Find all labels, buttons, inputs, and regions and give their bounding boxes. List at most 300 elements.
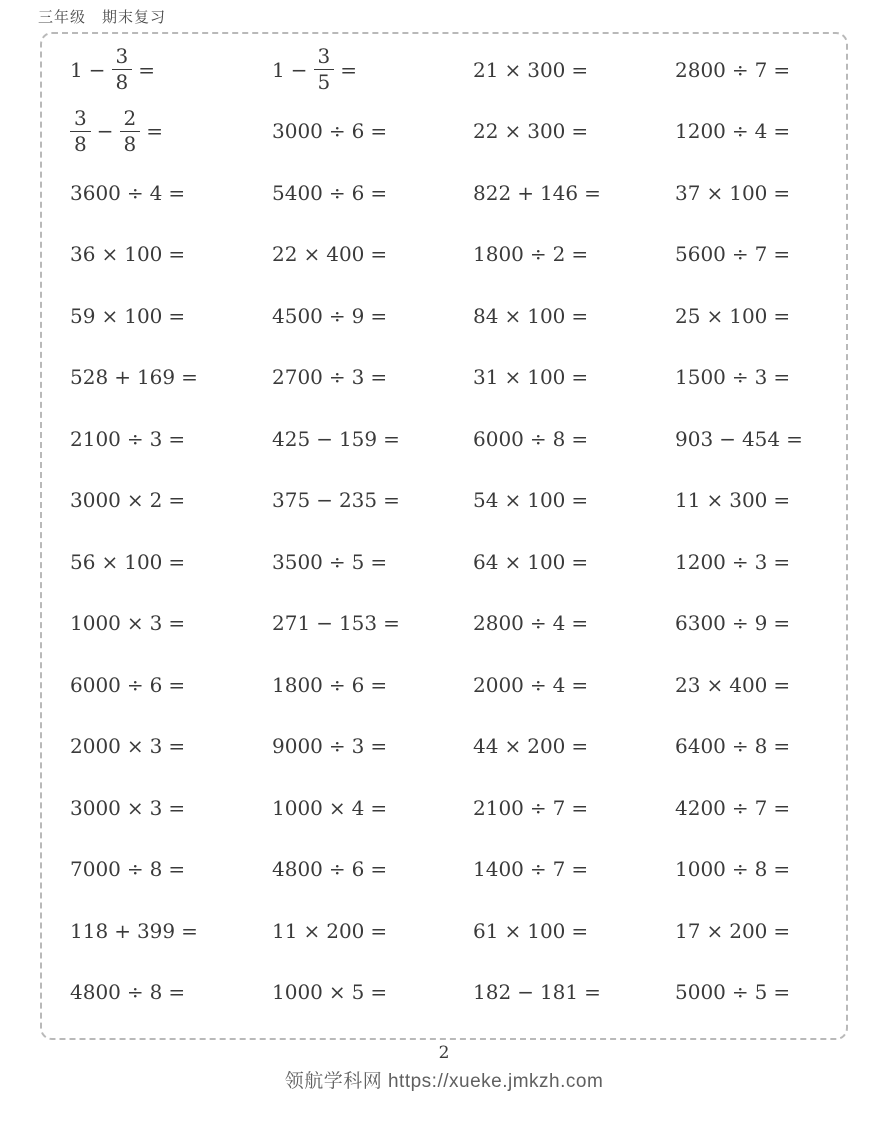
math-token: 3 (149, 795, 163, 820)
problem (269, 654, 470, 716)
math-token: − (719, 426, 736, 451)
math-token: = (773, 795, 791, 820)
math-token: 5000 (675, 980, 726, 1005)
problem (672, 716, 846, 778)
problem (470, 470, 672, 532)
math-token: 2100 (473, 795, 524, 820)
math-token: × (303, 918, 321, 943)
math-token: = (383, 426, 400, 451)
math-token: 64 (473, 549, 499, 574)
math-token: = (383, 488, 400, 513)
problem (672, 408, 846, 470)
math-token: ÷ (731, 611, 749, 636)
problem (269, 162, 470, 224)
problem (67, 777, 269, 839)
math-token: 3500 (272, 549, 323, 574)
math-token: ÷ (126, 426, 144, 451)
math-token: × (504, 57, 522, 82)
math-token: × (126, 488, 144, 513)
problem (470, 900, 672, 962)
math-token: 7 (552, 795, 566, 820)
math-token: 169 (136, 365, 176, 390)
math-token: = (773, 57, 791, 82)
math-token: 1 (70, 57, 83, 82)
math-token: = (168, 857, 186, 882)
math-token: = (146, 119, 163, 144)
math-token: ÷ (328, 180, 346, 205)
problem (672, 470, 846, 532)
math-token: 235 (338, 488, 378, 513)
site-credit: 领航学科网 https://xueke.jmkzh.com (284, 1071, 604, 1092)
math-token: 1400 (473, 857, 524, 882)
math-token: = (571, 918, 589, 943)
math-token: − (316, 611, 333, 636)
math-token: ÷ (731, 119, 749, 144)
math-token: ÷ (731, 549, 749, 574)
math-token: 300 (527, 119, 566, 144)
problem (269, 962, 470, 1024)
math-token: ÷ (529, 857, 547, 882)
math-token: = (168, 242, 186, 267)
math-token: = (168, 180, 186, 205)
math-token: 200 (326, 918, 365, 943)
math-token: = (370, 795, 388, 820)
problem (470, 101, 672, 163)
math-token: 1500 (675, 365, 726, 390)
math-token: = (773, 734, 791, 759)
math-token: 61 (473, 918, 499, 943)
math-token: − (290, 57, 308, 82)
math-token: 822 (473, 180, 512, 205)
math-token: 1200 (675, 119, 726, 144)
math-token: 200 (729, 918, 768, 943)
math-token: 2 (149, 488, 163, 513)
math-token: 100 (124, 549, 163, 574)
math-token: 6 (351, 672, 365, 697)
math-token: 1000 (272, 795, 323, 820)
problem (269, 531, 470, 593)
math-token: 425 (272, 426, 311, 451)
math-token: = (370, 303, 388, 328)
problem (269, 408, 470, 470)
math-token: 3000 (70, 795, 121, 820)
math-token: 17 (675, 918, 701, 943)
math-token: 8 (149, 980, 163, 1005)
problem (470, 285, 672, 347)
math-token: 56 (70, 549, 96, 574)
math-token: 3 (149, 734, 163, 759)
math-token: 100 (527, 549, 566, 574)
math-token: = (181, 918, 198, 943)
problem (67, 470, 269, 532)
math-token: 454 (741, 426, 781, 451)
math-token: × (328, 980, 346, 1005)
problem (470, 531, 672, 593)
problem (470, 839, 672, 901)
math-token: ÷ (529, 611, 547, 636)
math-token: = (571, 672, 589, 697)
math-token: 1000 (272, 980, 323, 1005)
math-token: 153 (338, 611, 378, 636)
math-token: − (316, 426, 333, 451)
problem (269, 593, 470, 655)
math-token: × (504, 918, 522, 943)
math-token: × (328, 795, 346, 820)
math-token: 4800 (272, 857, 323, 882)
math-token: 4200 (675, 795, 726, 820)
math-token: 2800 (473, 611, 524, 636)
fraction: $\frac{3}{8}$ (112, 46, 133, 93)
problem (470, 716, 672, 778)
math-token: − (517, 980, 534, 1005)
fraction: $\frac{2}{8}$ (120, 108, 141, 155)
math-token: = (773, 918, 791, 943)
math-token: = (773, 980, 791, 1005)
math-token: 399 (136, 918, 176, 943)
problem (269, 224, 470, 286)
math-token: = (571, 795, 589, 820)
math-token: 5400 (272, 180, 323, 205)
math-token: × (303, 242, 321, 267)
math-token: 2700 (272, 365, 323, 390)
math-token: 4500 (272, 303, 323, 328)
problem (67, 716, 269, 778)
math-token: × (101, 242, 119, 267)
problem (67, 39, 269, 101)
problem (672, 900, 846, 962)
math-token: 1800 (272, 672, 323, 697)
math-token: × (504, 365, 522, 390)
problem (672, 531, 846, 593)
problem (269, 347, 470, 409)
math-token: = (571, 303, 589, 328)
math-token: ÷ (731, 57, 749, 82)
math-token: = (773, 242, 791, 267)
math-token: 9000 (272, 734, 323, 759)
math-token: = (168, 980, 186, 1005)
math-token: = (773, 180, 791, 205)
problem (67, 531, 269, 593)
math-token: 7 (552, 857, 566, 882)
problem (672, 285, 846, 347)
math-token: 54 (473, 488, 499, 513)
math-token: 903 (675, 426, 714, 451)
math-token: 100 (729, 180, 768, 205)
math-token: × (706, 180, 724, 205)
math-token: × (706, 303, 724, 328)
math-token: = (773, 488, 791, 513)
problem (67, 839, 269, 901)
math-token: = (340, 57, 357, 82)
problem (269, 900, 470, 962)
problem (470, 593, 672, 655)
math-token: 1000 (675, 857, 726, 882)
math-token: = (786, 426, 803, 451)
math-token: = (571, 426, 589, 451)
math-token: ÷ (529, 242, 547, 267)
math-token: 31 (473, 365, 499, 390)
math-token: 3 (754, 365, 768, 390)
math-token: 1000 (70, 611, 121, 636)
math-token: 8 (149, 857, 163, 882)
problem (67, 593, 269, 655)
math-token: = (370, 119, 388, 144)
math-token: 4 (754, 119, 768, 144)
math-token: + (114, 365, 131, 390)
math-token: 200 (527, 734, 566, 759)
math-token: 100 (729, 303, 768, 328)
math-token: 100 (124, 303, 163, 328)
math-token: ÷ (529, 795, 547, 820)
math-token: 1 (272, 57, 285, 82)
math-token: 36 (70, 242, 96, 267)
math-token: 4800 (70, 980, 121, 1005)
math-token: = (168, 734, 186, 759)
math-token: 6300 (675, 611, 726, 636)
fraction: $\frac{3}{5}$ (314, 46, 335, 93)
problem (269, 839, 470, 901)
math-token: 3000 (70, 488, 121, 513)
math-token: 6000 (70, 672, 121, 697)
math-token: 4 (149, 180, 163, 205)
math-token: 4 (351, 795, 365, 820)
page-number: 2 (438, 1043, 450, 1063)
math-token: = (571, 549, 589, 574)
problem (67, 162, 269, 224)
math-token: 182 (473, 980, 512, 1005)
math-token: = (773, 857, 791, 882)
math-token: × (126, 611, 144, 636)
math-token: 6 (351, 180, 365, 205)
math-token: 22 (272, 242, 298, 267)
math-token: 271 (272, 611, 311, 636)
math-token: 7 (754, 795, 768, 820)
problem (672, 962, 846, 1024)
page-title: 三年级 期末复习 (38, 9, 167, 26)
math-token: = (370, 980, 388, 1005)
math-token: 3 (149, 426, 163, 451)
math-token: = (168, 549, 186, 574)
math-token: 100 (527, 488, 566, 513)
problem (672, 777, 846, 839)
math-token: 4 (552, 672, 566, 697)
math-token: = (571, 611, 589, 636)
math-token: = (168, 795, 186, 820)
problem (470, 224, 672, 286)
math-token: 4 (552, 611, 566, 636)
math-token: 528 (70, 365, 109, 390)
problem (67, 408, 269, 470)
math-token: 181 (539, 980, 579, 1005)
math-token: ÷ (529, 672, 547, 697)
math-token: 21 (473, 57, 499, 82)
problem (470, 654, 672, 716)
math-token: − (96, 119, 114, 144)
math-token: 118 (70, 918, 109, 943)
math-token: 400 (326, 242, 365, 267)
math-token: × (126, 795, 144, 820)
math-token: = (584, 980, 601, 1005)
math-token: 11 (272, 918, 298, 943)
math-token: = (773, 365, 791, 390)
math-token: = (370, 549, 388, 574)
math-token: × (504, 549, 522, 574)
math-token: = (571, 57, 589, 82)
problem (67, 101, 269, 163)
math-token: 5 (351, 549, 365, 574)
problem (672, 839, 846, 901)
math-token: = (584, 180, 601, 205)
math-token: × (101, 549, 119, 574)
math-token: 6 (351, 857, 365, 882)
math-token: ÷ (328, 303, 346, 328)
math-token: = (773, 549, 791, 574)
math-token: 44 (473, 734, 499, 759)
math-token: 2000 (70, 734, 121, 759)
math-token: = (571, 488, 589, 513)
problem (672, 593, 846, 655)
math-token: × (706, 672, 724, 697)
math-token: × (504, 303, 522, 328)
math-token: = (571, 734, 589, 759)
math-token: 2800 (675, 57, 726, 82)
math-token: ÷ (731, 734, 749, 759)
math-token: = (383, 611, 400, 636)
problem (672, 101, 846, 163)
fraction: $\frac{3}{8}$ (70, 108, 91, 155)
math-token: − (316, 488, 333, 513)
math-token: = (168, 672, 186, 697)
math-token: 146 (539, 180, 579, 205)
problem (269, 101, 470, 163)
math-token: ÷ (328, 549, 346, 574)
math-token: = (138, 57, 155, 82)
math-token: = (773, 672, 791, 697)
math-token: = (773, 303, 791, 328)
math-token: = (571, 119, 589, 144)
math-token: 2000 (473, 672, 524, 697)
math-token: ÷ (328, 857, 346, 882)
problem (470, 162, 672, 224)
problem (67, 962, 269, 1024)
math-token: ÷ (731, 857, 749, 882)
math-token: = (181, 365, 198, 390)
math-token: 1200 (675, 549, 726, 574)
math-token: 9 (351, 303, 365, 328)
math-token: 84 (473, 303, 499, 328)
worksheet-border-box (40, 32, 848, 1040)
math-token: 11 (675, 488, 701, 513)
math-token: 7000 (70, 857, 121, 882)
math-token: = (571, 857, 589, 882)
math-token: = (370, 918, 388, 943)
math-token: 5 (351, 980, 365, 1005)
problem (672, 347, 846, 409)
math-token: 3000 (272, 119, 323, 144)
problem (672, 224, 846, 286)
math-token: 37 (675, 180, 701, 205)
math-token: ÷ (126, 857, 144, 882)
math-token: 23 (675, 672, 701, 697)
math-token: = (370, 365, 388, 390)
math-token: 3 (754, 549, 768, 574)
math-token: = (370, 242, 388, 267)
math-token: ÷ (731, 242, 749, 267)
math-token: 3600 (70, 180, 121, 205)
math-token: ÷ (328, 672, 346, 697)
math-token: 8 (552, 426, 566, 451)
math-token: × (101, 303, 119, 328)
math-token: 6 (351, 119, 365, 144)
problem (67, 224, 269, 286)
math-token: = (370, 672, 388, 697)
math-token: 22 (473, 119, 499, 144)
math-token: = (168, 303, 186, 328)
math-token: × (706, 488, 724, 513)
math-token: = (571, 242, 589, 267)
math-token: = (168, 426, 186, 451)
math-token: ÷ (731, 980, 749, 1005)
math-token: 5600 (675, 242, 726, 267)
problem (67, 900, 269, 962)
math-token: 375 (272, 488, 311, 513)
math-token: = (168, 488, 186, 513)
math-token: 59 (70, 303, 96, 328)
problem (470, 962, 672, 1024)
math-token: 6000 (473, 426, 524, 451)
math-token: ÷ (529, 426, 547, 451)
math-token: ÷ (126, 180, 144, 205)
math-token: 3 (351, 365, 365, 390)
math-token: ÷ (328, 734, 346, 759)
problem (67, 347, 269, 409)
math-token: 8 (754, 734, 768, 759)
math-token: ÷ (126, 672, 144, 697)
math-token: = (370, 857, 388, 882)
problem (269, 285, 470, 347)
problem (672, 162, 846, 224)
math-token: + (114, 918, 131, 943)
math-token: = (370, 180, 388, 205)
math-token: = (571, 365, 589, 390)
math-token: 9 (754, 611, 768, 636)
math-token: ÷ (731, 795, 749, 820)
math-token: = (370, 734, 388, 759)
math-token: + (517, 180, 534, 205)
problem (470, 408, 672, 470)
math-token: × (504, 119, 522, 144)
math-token: ÷ (328, 119, 346, 144)
math-token: 300 (729, 488, 768, 513)
math-token: × (706, 918, 724, 943)
problem (269, 39, 470, 101)
problem (67, 285, 269, 347)
math-token: 159 (338, 426, 378, 451)
math-token: = (773, 119, 791, 144)
problem (269, 777, 470, 839)
math-token: 100 (124, 242, 163, 267)
math-token: × (126, 734, 144, 759)
math-token: 100 (527, 365, 566, 390)
math-token: 6 (149, 672, 163, 697)
math-token: 7 (754, 57, 768, 82)
math-token: 25 (675, 303, 701, 328)
math-token: 3 (149, 611, 163, 636)
math-token: 100 (527, 918, 566, 943)
problem (672, 39, 846, 101)
problem (269, 716, 470, 778)
math-token: × (504, 488, 522, 513)
